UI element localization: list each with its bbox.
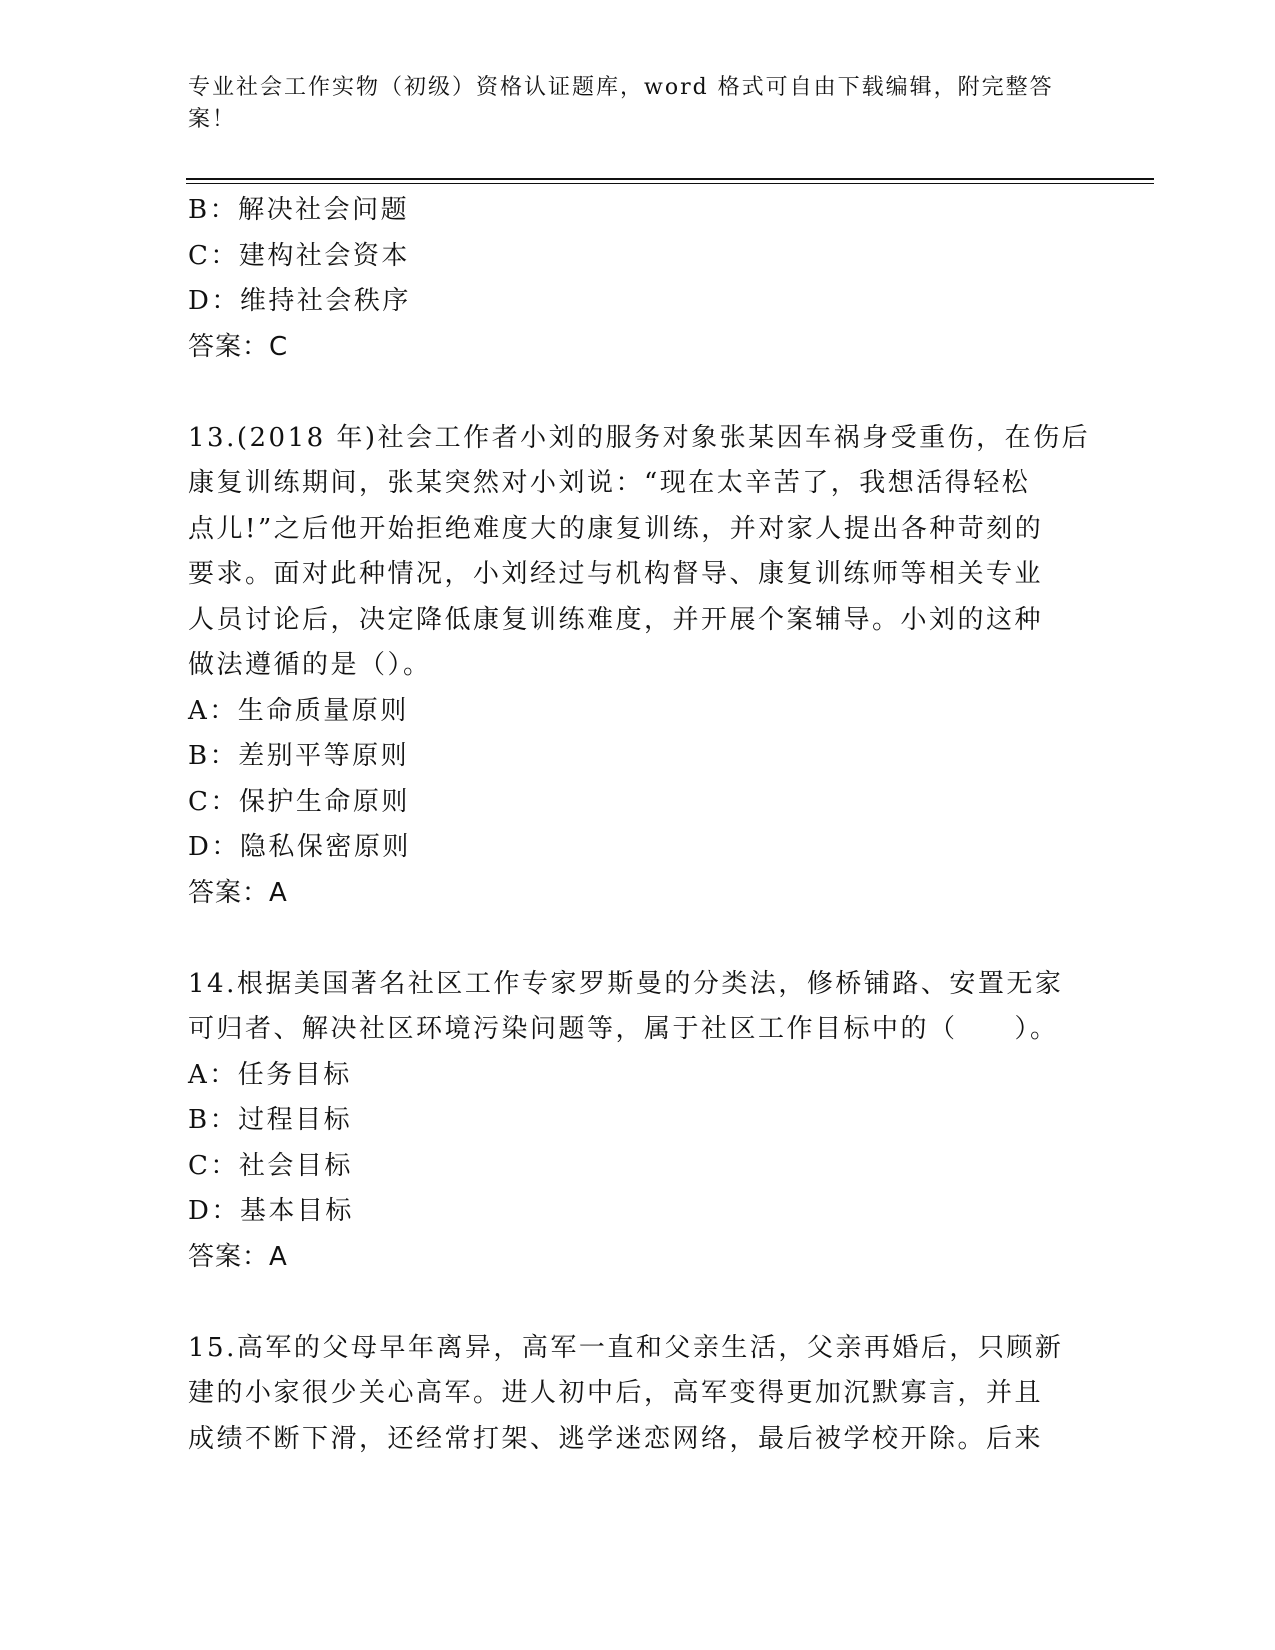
- question-text: 建的小家很少关心高军。进人初中后，高军变得更加沉默寡言，并且: [188, 1378, 1044, 1408]
- option-b: B：过程目标: [188, 1105, 353, 1135]
- spacer: [188, 916, 1108, 962]
- option-c: C：社会目标: [188, 1150, 353, 1181]
- header-line: 案！: [188, 107, 237, 132]
- question-text: 康复训练期间，张某突然对小刘说：“现在太辛苦了，我想活得轻松: [188, 468, 1031, 498]
- question-text: 15.高军的父母早年离异，高军一直和父亲生活，父亲再婚后，只顾新: [188, 1332, 1064, 1363]
- option-c: C：建构社会资本: [188, 240, 410, 271]
- option-b: B：差别平等原则: [188, 741, 410, 771]
- spacer: [188, 1280, 1108, 1326]
- question-14: [188, 962, 1108, 1281]
- option-a: A：任务目标: [188, 1059, 352, 1090]
- question-text: 成绩不断下滑，还经常打架、逃学迷恋网络，最后被学校开除。后来: [188, 1423, 1044, 1454]
- answer-line: 答案：C: [188, 331, 289, 362]
- option-d: D：维持社会秩序: [188, 286, 411, 316]
- question-text: 14.根据美国著名社区工作专家罗斯曼的分类法，修桥铺路、安置无家: [188, 968, 1064, 999]
- answer-line: 答案：A: [188, 877, 288, 908]
- option-b: B：解决社会问题: [188, 195, 410, 225]
- header-divider: [186, 178, 1154, 180]
- question-text: 点儿!”之后他开始拒绝难度大的康复训练，并对家人提出各种苛刻的: [188, 513, 1044, 544]
- question-text: 人员讨论后，决定降低康复训练难度，并开展个案辅导。小刘的这种: [188, 604, 1044, 635]
- question-text: 可归者、解决社区环境污染问题等，属于社区工作目标中的（ ）。: [188, 1014, 1059, 1044]
- header-divider: [186, 183, 1154, 184]
- question-12-continued: [188, 188, 1108, 370]
- answer-line: 答案：A: [188, 1241, 288, 1272]
- question-text: 做法遵循的是（）。: [188, 650, 432, 680]
- spacer: [188, 370, 1108, 416]
- question-15: [188, 1326, 1108, 1463]
- page-header: [188, 72, 1068, 136]
- question-13: [188, 416, 1108, 917]
- question-text: 要求。面对此种情况，小刘经过与机构督导、康复训练师等相关专业: [188, 559, 1044, 589]
- question-content: [188, 188, 1108, 1462]
- question-text: 13.(2018 年)社会工作者小刘的服务对象张某因车祸身受重伤，在伤后: [188, 422, 1091, 453]
- option-a: A：生命质量原则: [188, 695, 409, 726]
- option-c: C：保护生命原则: [188, 786, 410, 817]
- header-line: 专业社会工作实物（初级）资格认证题库，word 格式可自由下载编辑，附完整答: [188, 75, 1054, 100]
- option-d: D：隐私保密原则: [188, 832, 411, 862]
- option-d: D：基本目标: [188, 1196, 354, 1226]
